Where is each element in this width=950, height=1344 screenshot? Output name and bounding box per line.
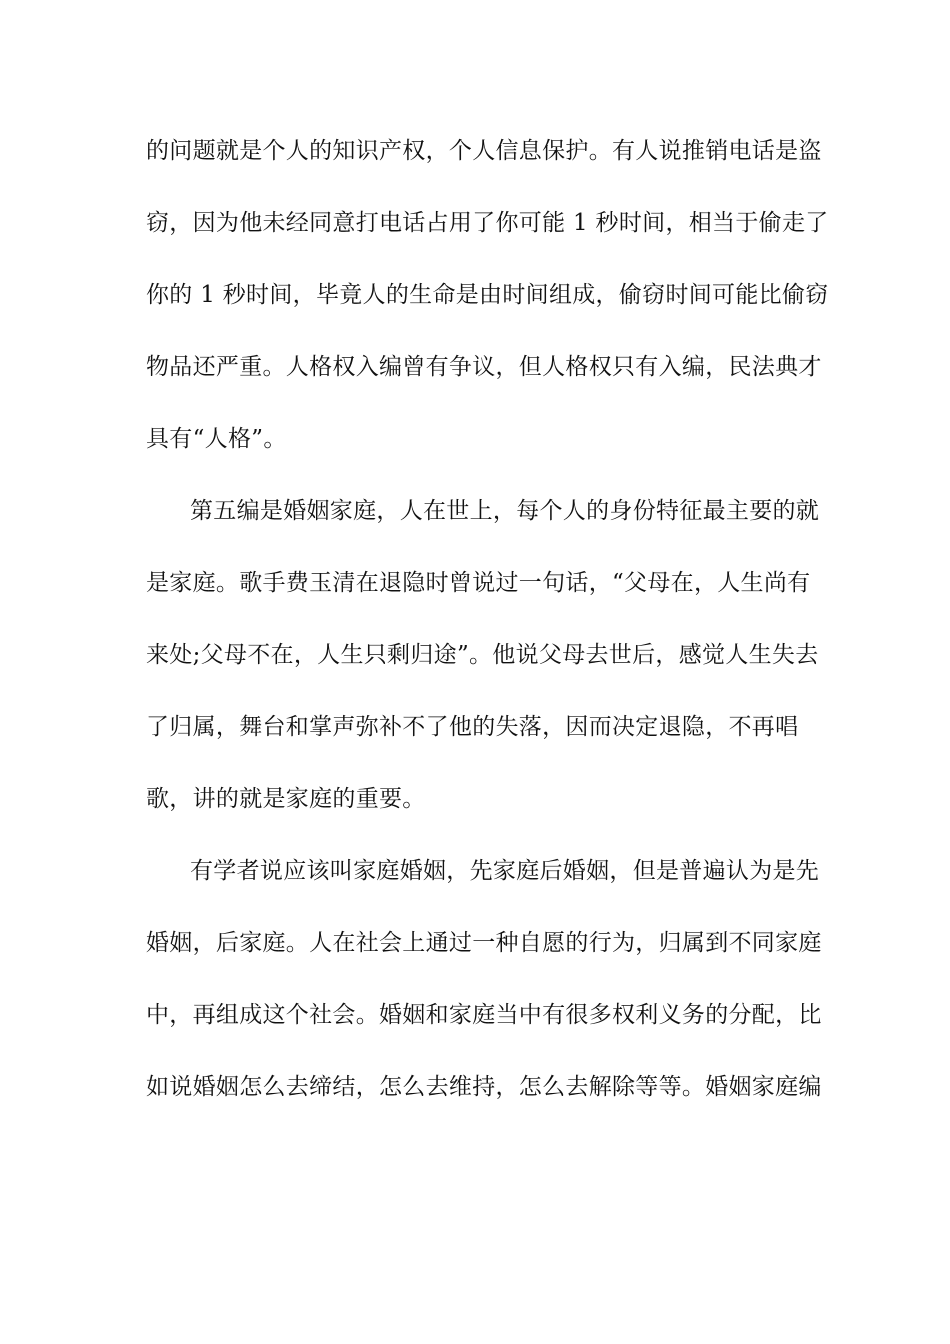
paragraph-first-line: 第五编是婚姻家庭，人在世上，每个人的身份特征最主要的就 [190, 498, 820, 524]
text-line: 物品还严重。人格权入编曾有争议，但人格权只有入编，民法典才 [146, 354, 822, 380]
text-line: 你的 1 秒时间，毕竟人的生命是由时间组成，偷窃时间可能比偷窃 [146, 282, 829, 308]
text-line: 如说婚姻怎么去缔结，怎么去维持，怎么去解除等等。婚姻家庭编 [146, 1074, 822, 1100]
text-line: 的问题就是个人的知识产权，个人信息保护。有人说推销电话是盗 [146, 138, 822, 164]
text-line: 具有“人格”。 [146, 426, 287, 452]
text-line: 婚姻，后家庭。人在社会上通过一种自愿的行为，归属到不同家庭 [146, 930, 822, 956]
text-line: 歌，讲的就是家庭的重要。 [146, 786, 426, 812]
text-line: 了归属，舞台和掌声弥补不了他的失落，因而决定退隐，不再唱 [146, 714, 799, 740]
text-line: 是家庭。歌手费玉清在退隐时曾说过一句话，“父母在，人生尚有 [146, 570, 811, 596]
text-line: 窃，因为他未经同意打电话占用了你可能 1 秒时间，相当于偷走了 [146, 210, 829, 236]
text-line: 来处;父母不在，人生只剩归途”。他说父母去世后，感觉人生失去 [146, 642, 819, 668]
paragraph-first-line: 有学者说应该叫家庭婚姻，先家庭后婚姻，但是普遍认为是先 [190, 858, 820, 884]
text-line: 中，再组成这个社会。婚姻和家庭当中有很多权利义务的分配，比 [146, 1002, 822, 1028]
